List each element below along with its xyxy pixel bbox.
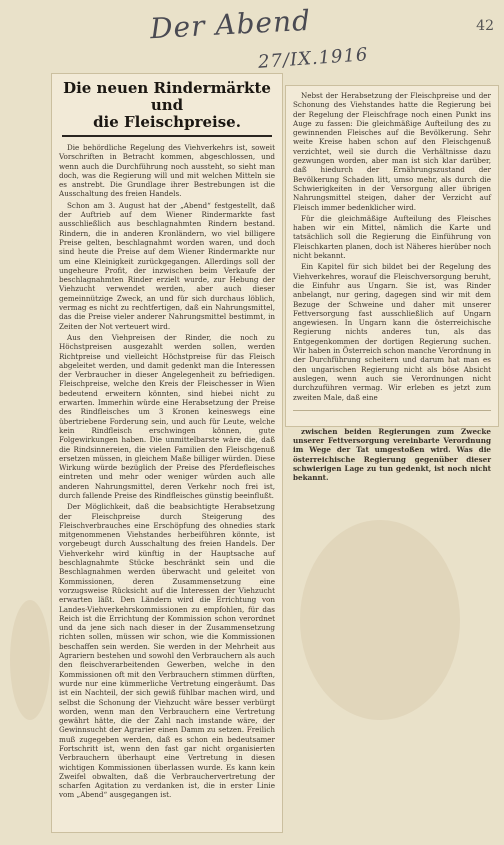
paragraph: Aus den Viehpreisen der Rinder, die noch zu Höchstpreisen ausgezahlt werden sollen, werden Richtpreise und vielleicht Höchstpreise für das Fleisch abgeleitet werden, und damit gedenkt man die Interessen der Verbraucher in dieser Angelegenheit zu befriedigen. Fleischpreise, welche den Kreis der Fleischesser in Wien bedeutend erweitern könnten, sind hiebei nicht zu erwarten. Immerhin würde eine Herabsetzung der Preise des Rindfleisches um 3 Kronen keineswegs eine übertriebene Forderung sein, und auch für Leute, welche kein Rindfleisch erschwingen können, gute Folgewirkungen haben. Die unmittelbarste wäre die, daß die Rindsinnereien, die vielen Familien den Fleischgenuß ersetzen müssen, in gleichem Maße billiger würden. Diese Wirkung würde bezüglich der Preise des Pferdefleisches eintreten und mehr oder weniger würden auch alle anderen Nahrungsmittel, deren Verkehr noch frei ist, durch fallende Preise des Rindfleisches günstig beeinflußt. [59,332,275,500]
closing-paragraph: zwischen beiden Regierungen zum Zwecke unserer Fettversorgung vereinbarte Verordnung im Wege der Tat umgestoßen wird. Was die österreichische Regierung gegenüber dieser schwierigen Lage zu tun gedenkt, ist noch nicht bekannt. [293,426,491,483]
clipping-right-column [286,86,498,483]
paragraph: Der Möglichkeit, daß die beabsichtigte Herabsetzung der Fleischpreise durch Steigerung des Fleischverbrauches eine Erschöpfung des ohnedies stark mitgenommenen Viehstandes herbeiführen könnte, ist vorgebeugt durch Ausschaltung des freien Handels. Der Viehverkehr wird künftig in der Hauptsache auf beschlagnahmte Stücke beschränkt sein und die Beschlagnahmen werden überwacht und geleitet von Kommissionen, deren Zusammensetzung eine vorzugsweise Rücksicht auf die Interessen der Viehzucht erwarten läßt. Den Ländern wird die Errichtung von Landes-Viehverkehrskommissionen zu empfohlen, für das Reich ist die Errichtung der Kommission schon verordnet und da jene sich nach dieser in der Zusammensetzung richten sollen, müssen wir schon, wie die Kommissionen beschaffen sein werden. Sie werden in der Mehrheit aus Agrariern bestehen und sowohl den Verbrauchern als auch den fleischverarbeitenden Gewerben, welche in den Kommissionen oft mit den Verbrauchern stimmen dürften, wurde nur eine kümmerliche Vertretung eingeräumt. Das ist ein Nachteil, der sich gewiß fühlbar machen wird, und selbst die Schonung der Viehzucht wäre besser verbürgt worden, wenn man den Verbrauchern eine Vertretung gewährt hätte, die der Zahl nach imstande wäre, der Gewinnsucht der Agrarier einen Damm zu setzen. Freilich muß zugegeben werden, daß es schon ein bedeutsamer Fortschritt ist, wenn den fast gar nicht organisierten Verbrauchern überhaupt eine Vertretung in diesen wichtigen Kommissionen überlassen wurde. Es kann kein Zweifel obwalten, daß die Verbrauchervertretung der scharfen Agitation zu verdanken ist, die in erster Linie vom „Abend“ ausgegangen ist. [59,502,275,800]
headline-line-1: Die neuen Rindermärkte und [63,79,271,114]
column-divider [293,410,491,421]
clipping-left-column [52,74,282,832]
article-headline [58,80,276,131]
headline-line-2: die Fleischpreise. [93,113,241,131]
left-article-text [52,143,282,800]
paragraph: Für die gleichmäßige Aufteilung des Fleisches haben wir ein Mittel, nämlich die Karte und tatsächlich soll die Regierung die Einführung von Fleischkarten planen, doch ist Näheres hierüber noch nicht bekannt. [293,213,491,261]
page-number: 42 [476,18,494,34]
paragraph: Die behördliche Regelung des Viehverkehrs ist, soweit Vorschriften in Betracht kommen, abgeschlossen, und wenn auch die Durchführung noch aussteht, so sieht man doch, was die Regierung will und mit welchen Mitteln sie es anstrebt. Die Grundlage ihrer Bestrebungen ist die Ausschaltung des freien Handels. [59,143,275,199]
paragraph: Nebst der Herabsetzung der Fleischpreise und der Schonung des Viehstandes hatte die Regierung bei der Regelung der Fleischfrage noch einen Punkt ins Auge zu fassen: Die gleichmäßige Aufteilung des zu gewinnenden Fleisches auf die Bevölkerung. Sehr weite Kreise haben schon auf den Fleischgenuß verzichtet, weil sie durch die Verhältnisse dazu gezwungen worden, aber man ist sich klar darüber, daß hiedurch der Ernährungszustand der Bevölkerung Schaden litt, umso mehr, als durch die Schwierigkeiten in der Versorgung aller übrigen Nahrungsmittel steigen, daher der Verzicht auf Fleisch immer bedenklicher wird. [293,91,491,212]
right-article-text [286,86,498,483]
handwritten-paper-title: Der Abend [149,3,312,46]
paper-stain [10,600,50,720]
paragraph: Schon am 3. August hat der „Abend“ festgestellt, daß der Auftrieb auf dem Wiener Rindermarkte fast ausschließlich aus beschlagnahmten Rindern bestand. Rindern, die in anderen Kronländern, wo viel billigere Preise gelten, beschlagnahmt worden waren, und doch sind heute die Preise auf dem Wiener Rindermarkte nur um eine Kleinigkeit zurückgegangen. Allerdings soll der ungeheure Profit, der inzwischen beim Verkaufe der beschlagnahmten Rinder erzielt wurde, zur Hebung der Viehzucht verwendet werden, aber auch dieser gemeinnützige Zweck, an und für sich durchaus löblich, vermag es nicht zu rechtfertigen, daß ein Nahrungsmittel, das die Preise vieler anderer Nahrungsmittel bestimmt, in Zeiten der Not verteuert wird. [59,200,275,331]
headline-rule [62,135,272,137]
paper-stain [300,520,460,720]
paragraph: Ein Kapitel für sich bildet bei der Regelung des Viehverkehres, worauf die Fleischversorgung beruht, die Einfuhr aus Ungarn. Sie ist, was Rinder anbelangt, nur gering, dagegen sind wir mit dem Bezuge der Schweine und daher mit unserer Fettversorgung fast ausschließlich auf Ungarn angewiesen. In Ungarn kann die österreichische Regierung nichts anderes tun, als das Entgegenkommen der dortigen Regierung suchen. Wir haben in Österreich schon manche Verordnung in der Durchführung scheitern und darum hat man es den ungarischen Regierung nicht als böse Absicht auslegen, wenn auch sie Verordnungen nicht durchzuführen vermag. Wir erleben es jetzt zum zweiten Male, daß eine [293,262,491,402]
handwritten-date: 27/IX.1916 [257,44,370,73]
